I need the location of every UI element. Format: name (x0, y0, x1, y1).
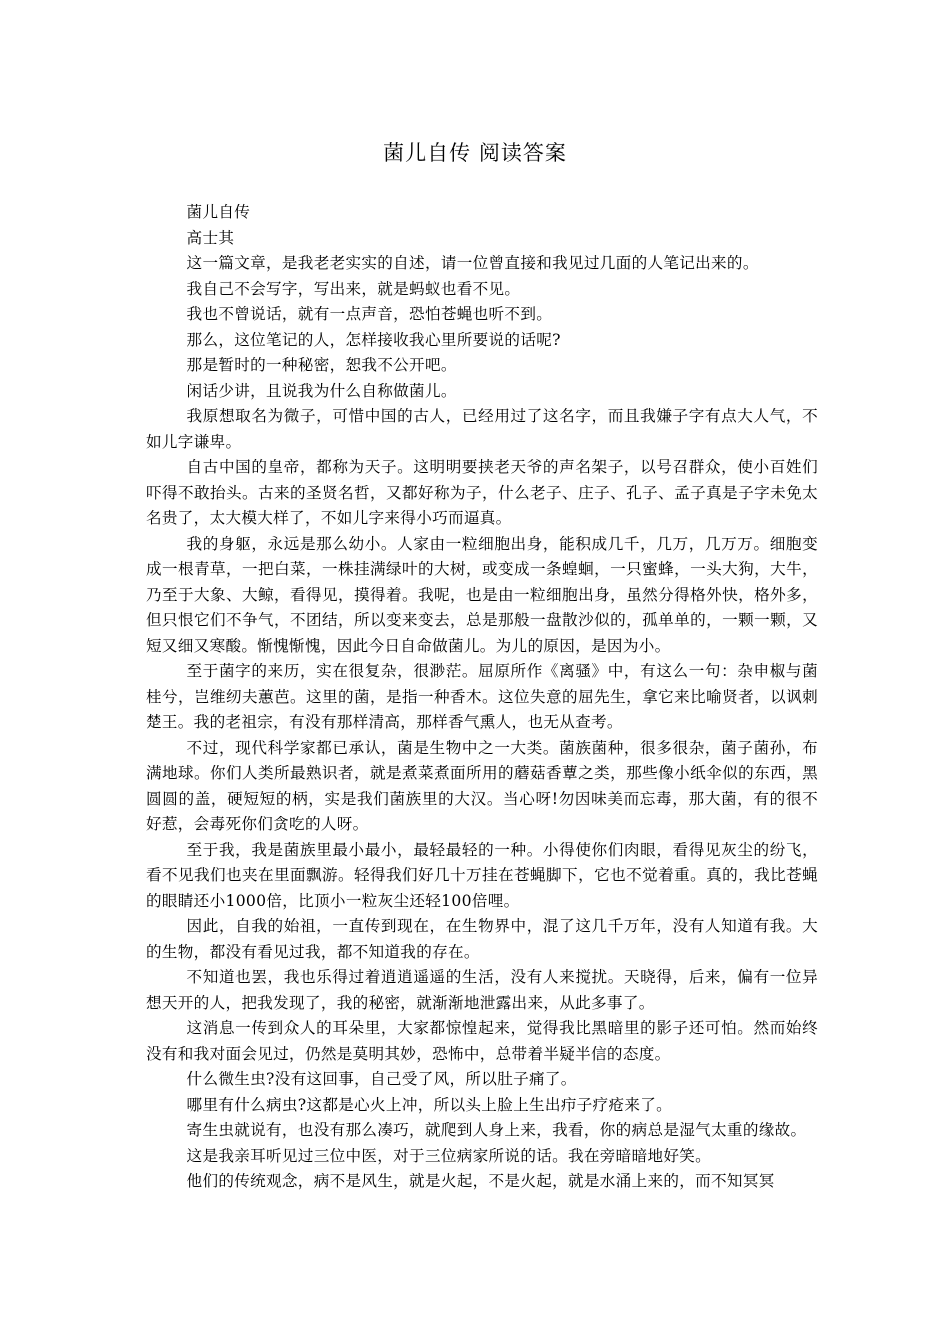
paragraph: 我自己不会写字，写出来，就是蚂蚁也看不见。 (186, 279, 521, 298)
paragraph: 这消息一传到众人的耳朵里，大家都惊惶起来，觉得我比黑暗里的影子还可怕。然而始终没有和我对面会见过，仍然是莫明其妙，恐怖中，总带着半疑半信的态度。 (146, 1019, 818, 1063)
paragraph: 不知道也罢，我也乐得过着逍逍遥遥的生活，没有人来搅扰。天晓得，后来，偏有一位异想天开的人，把我发现了，我的秘密，就渐渐地泄露出来，从此多事了。 (146, 968, 818, 1012)
paragraph: 这一篇文章，是我老老实实的自述，请一位曾直接和我见过几面的人笔记出来的。 (186, 254, 759, 272)
paragraph: 这是我亲耳听见过三位中医，对于三位病家所说的话。我在旁暗暗地好笑。 (186, 1146, 712, 1165)
paragraph: 那是暂时的一种秘密，恕我不公开吧。 (186, 356, 457, 374)
paragraph: 我原想取名为微子，可惜中国的古人，已经用过了这名字，而且我嫌子字有点大人气，不如儿字谦卑。 (146, 407, 818, 451)
paragraph: 他们的传统观念，病不是风生，就是火起，不是火起，就是水涌上来的，而不知冥冥 (186, 1172, 775, 1190)
paragraph: 我的身躯，永远是那么幼小。人家由一粒细胞出身，能积成几千，几万，几万万。细胞变成一根青草，一把白菜，一株挂满绿叶的大树，或变成一条蝗蛔，一只蜜蜂，一头大狗，大牛，乃至于大象、大鲸，看得见，摸得着。我呢，也是由一粒细胞出身，虽然分得格外快，格外多，但只恨它们不争气，不团结，所以变来变去，总是那般一盘散沙似的，孤单单的，一颗一颗，又短又细又寒酸。惭愧惭愧，因此今日自命做菌儿。为儿的原因，是因为小。 (146, 534, 818, 655)
paragraph: 寄生虫就说有，也没有那么凑巧，就爬到人身上来，我看，你的病总是湿气太重的缘故。 (186, 1121, 807, 1139)
document-title: 菌儿自传 阅读答案 (383, 141, 567, 165)
paragraph: 自古中国的皇帝，都称为天子。这明明要挟老天爷的声名架子，以号召群众，使小百姓们吓得不敢抬头。古来的圣贤名哲，又都好称为子，什么老子、庄子、孔子、孟子真是子字未免太名贵了，太大模大样了，不如儿字来得小巧而逼真。 (146, 458, 818, 527)
article-title: 菌儿自传 (186, 203, 251, 221)
paragraph: 哪里有什么病虫?这都是心火上冲，所以头上脸上生出疖子疗疮来了。 (186, 1095, 673, 1114)
paragraph: 那么，这位笔记的人，怎样接收我心里所要说的话呢? (186, 330, 561, 349)
paragraph: 什么微生虫?没有这回事，自己受了风，所以肚子痛了。 (186, 1070, 577, 1088)
paragraph: 至于菌字的来历，实在很复杂，很渺茫。屈原所作《离骚》中，有这么一句：杂申椒与菌桂兮，岂维纫夫蕙芭。这里的菌，是指一种香木。这位失意的屈先生，拿它来比喻贤者，以讽刺楚王。我的老祖宗，有没有那样清高，那样香气熏人，也无从查考。 (146, 662, 818, 731)
article-body (146, 200, 818, 1195)
paragraph: 我也不曾说话，就有一点声音，恐怕苍蝇也听不到。 (186, 305, 553, 323)
paragraph: 闲话少讲，且说我为什么自称做菌儿。 (186, 381, 457, 400)
paragraph: 至于我，我是菌族里最小最小，最轻最轻的一种。小得使你们肉眼，看得见灰尘的纷飞，看不见我们也夹在里面飘游。轻得我们好几十万挂在苍蝇脚下，它也不觉着重。真的，我比苍蝇的眼睛还小1000倍，比顶小一粒灰尘还轻100倍哩。 (146, 840, 818, 910)
paragraph: 因此，自我的始祖，一直传到现在，在生物界中，混了这几千万年，没有人知道有我。大的生物，都没有看见过我，都不知道我的存在。 (146, 917, 818, 961)
author-name: 高士其 (186, 228, 235, 247)
paragraph: 不过，现代科学家都已承认，菌是生物中之一大类。菌族菌种，很多很杂，菌子菌孙，布满地球。你们人类所最熟识者，就是煮菜煮面所用的蘑菇香蕈之类，那些像小纸伞似的东西，黑圆圆的盖，硬短短的柄，实是我们菌族里的大汉。当心呀!勿因味美而忘毒，那大菌，有的很不好惹，会毒死你们贪吃的人呀。 (146, 738, 818, 833)
